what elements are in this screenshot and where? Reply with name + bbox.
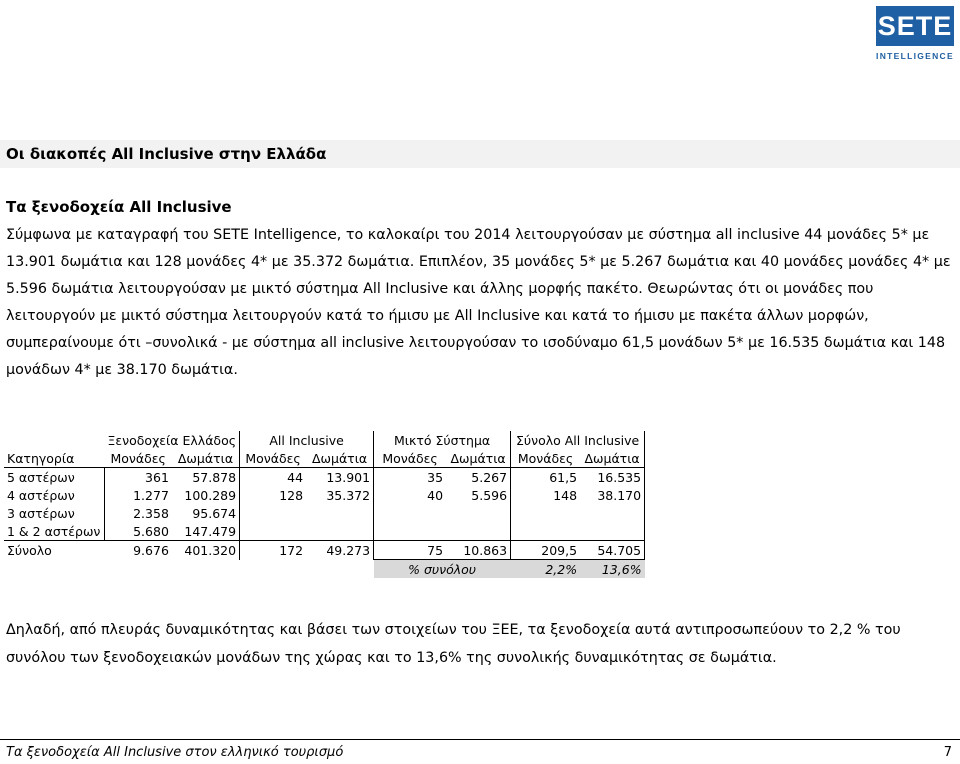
category-cell: 1 & 2 αστέρων [4,522,105,541]
value-cell: 128 [279,487,304,503]
total-cell: 209,5 [511,541,581,560]
table-row [4,468,645,487]
value-cell [374,504,447,522]
total-cell: 172 [240,541,307,560]
value-cell: 61,5 [549,469,578,485]
value-cell [511,504,581,522]
value-cell: 5.596 [446,486,511,504]
category-cell: 4 αστέρων [4,486,105,504]
total-cell: 49.273 [306,541,374,560]
empty-cell [4,431,105,449]
column-header: Μονάδες [105,449,172,468]
value-cell: 147.479 [172,522,240,541]
group-header: All Inclusive [240,431,374,449]
value-cell: 16.535 [580,468,645,487]
total-cell: 401.320 [172,541,240,560]
category-cell: 5 αστέρων [4,468,105,487]
value-cell: 35 [427,469,444,485]
value-cell [511,522,581,541]
table-row [4,504,645,522]
page-heading: Οι διακοπές All Inclusive στην Ελλάδα [6,145,327,163]
column-header: Μονάδες [511,449,581,468]
total-cell: 10.863 [446,541,511,560]
value-cell [306,504,374,522]
value-cell [306,522,374,541]
value-cell [580,522,645,541]
sete-intelligence-logo [876,6,954,66]
value-cell [240,522,307,541]
column-header: Κατηγορία [4,449,105,468]
value-cell: 2.358 [133,505,169,521]
percent-units: 2,2% [511,560,581,579]
value-cell: 44 [287,469,304,485]
column-header: Δωμάτια [172,449,240,468]
logo-subtitle: INTELLIGENCE [876,51,954,61]
value-cell: 5.267 [446,468,511,487]
footer-divider [0,739,960,740]
table-row [4,486,645,504]
value-cell: 148 [553,487,578,503]
value-cell: 95.674 [172,504,240,522]
percent-row [4,560,645,579]
column-header: Μονάδες [240,449,307,468]
page-number: 7 [943,745,952,760]
group-header: Σύνολο All Inclusive [511,431,645,449]
intro-paragraph: Σύμφωνα με καταγραφή του SETE Intelligence, το καλοκαίρι του 2014 λειτουργούσαν με σύστημα all inclusive 44 μονάδες 5* με 13.901 δωμάτια και 128 μονάδες 4* με 35.372 δωμάτια. Επιπλέον, 35 μονάδες 5* με 5.267 δωμάτια και 40 μονάδες μονάδες 4* με 5.596 δωμάτια λειτουργούσαν με μικτό σύστημα All Inclusive και άλλης μορφής πακέτο. Θεωρώντας ότι οι μονάδες που λειτουργούν με μικτό σύστημα λειτουργούν κατά το ήμισυ με All Inclusive και κατά το ήμισυ με πακέτα άλλων μορφών, συμπεραίνουμε ότι –συνολικά - με σύστημα all inclusive λειτουργούσαν το ισοδύναμο 61,5 μονάδων 5* με 16.535 δωμάτια και 148 μονάδων 4* με 38.170 δωμάτια. [6,227,951,379]
value-cell: 13.901 [306,468,374,487]
total-cell: 75 [374,541,447,560]
total-cell: 54.705 [580,541,645,560]
value-cell [240,504,307,522]
footer-title: Τα ξενοδοχεία All Inclusive στον ελληνικό τουρισμό [6,745,344,760]
total-label: Σύνολο [4,541,105,560]
value-cell: 5.680 [133,523,169,539]
percent-label: % συνόλου [374,560,511,579]
group-header-row [4,431,645,449]
value-cell [446,522,511,541]
section-subheading: Τα ξενοδοχεία All Inclusive [6,198,232,216]
value-cell: 35.372 [306,486,374,504]
value-cell [374,522,447,541]
hotels-table [4,431,645,578]
column-header: Δωμάτια [580,449,645,468]
logo-wordmark: SETE [876,6,954,46]
column-header: Δωμάτια [446,449,511,468]
total-row [4,541,645,560]
percent-rooms: 13,6% [580,560,645,579]
column-header: Δωμάτια [306,449,374,468]
value-cell: 1.277 [133,487,169,503]
value-cell: 361 [145,469,169,485]
value-cell: 40 [427,487,444,503]
value-cell: 100.289 [172,486,240,504]
value-cell [580,504,645,522]
value-cell: 57.878 [172,468,240,487]
group-header: Μικτό Σύστημα [374,431,511,449]
conclusion-paragraph: Δηλαδή, από πλευράς δυναμικότητας και βάσει των στοιχείων του ΞΕΕ, τα ξενοδοχεία αυτά αντιπροσωπεύουν το 2,2 % του συνόλου των ξενοδοχειακών μονάδων της χώρας και το 13,6% της συνολικής δυναμικότητας σε δωμάτια. [6,622,901,666]
table-row [4,522,645,541]
group-header: Ξενοδοχεία Ελλάδος [105,431,240,449]
column-header-row [4,449,645,468]
total-cell: 9.676 [105,541,172,560]
value-cell: 38.170 [580,486,645,504]
category-cell: 3 αστέρων [4,504,105,522]
value-cell [446,504,511,522]
column-header: Μονάδες [374,449,447,468]
